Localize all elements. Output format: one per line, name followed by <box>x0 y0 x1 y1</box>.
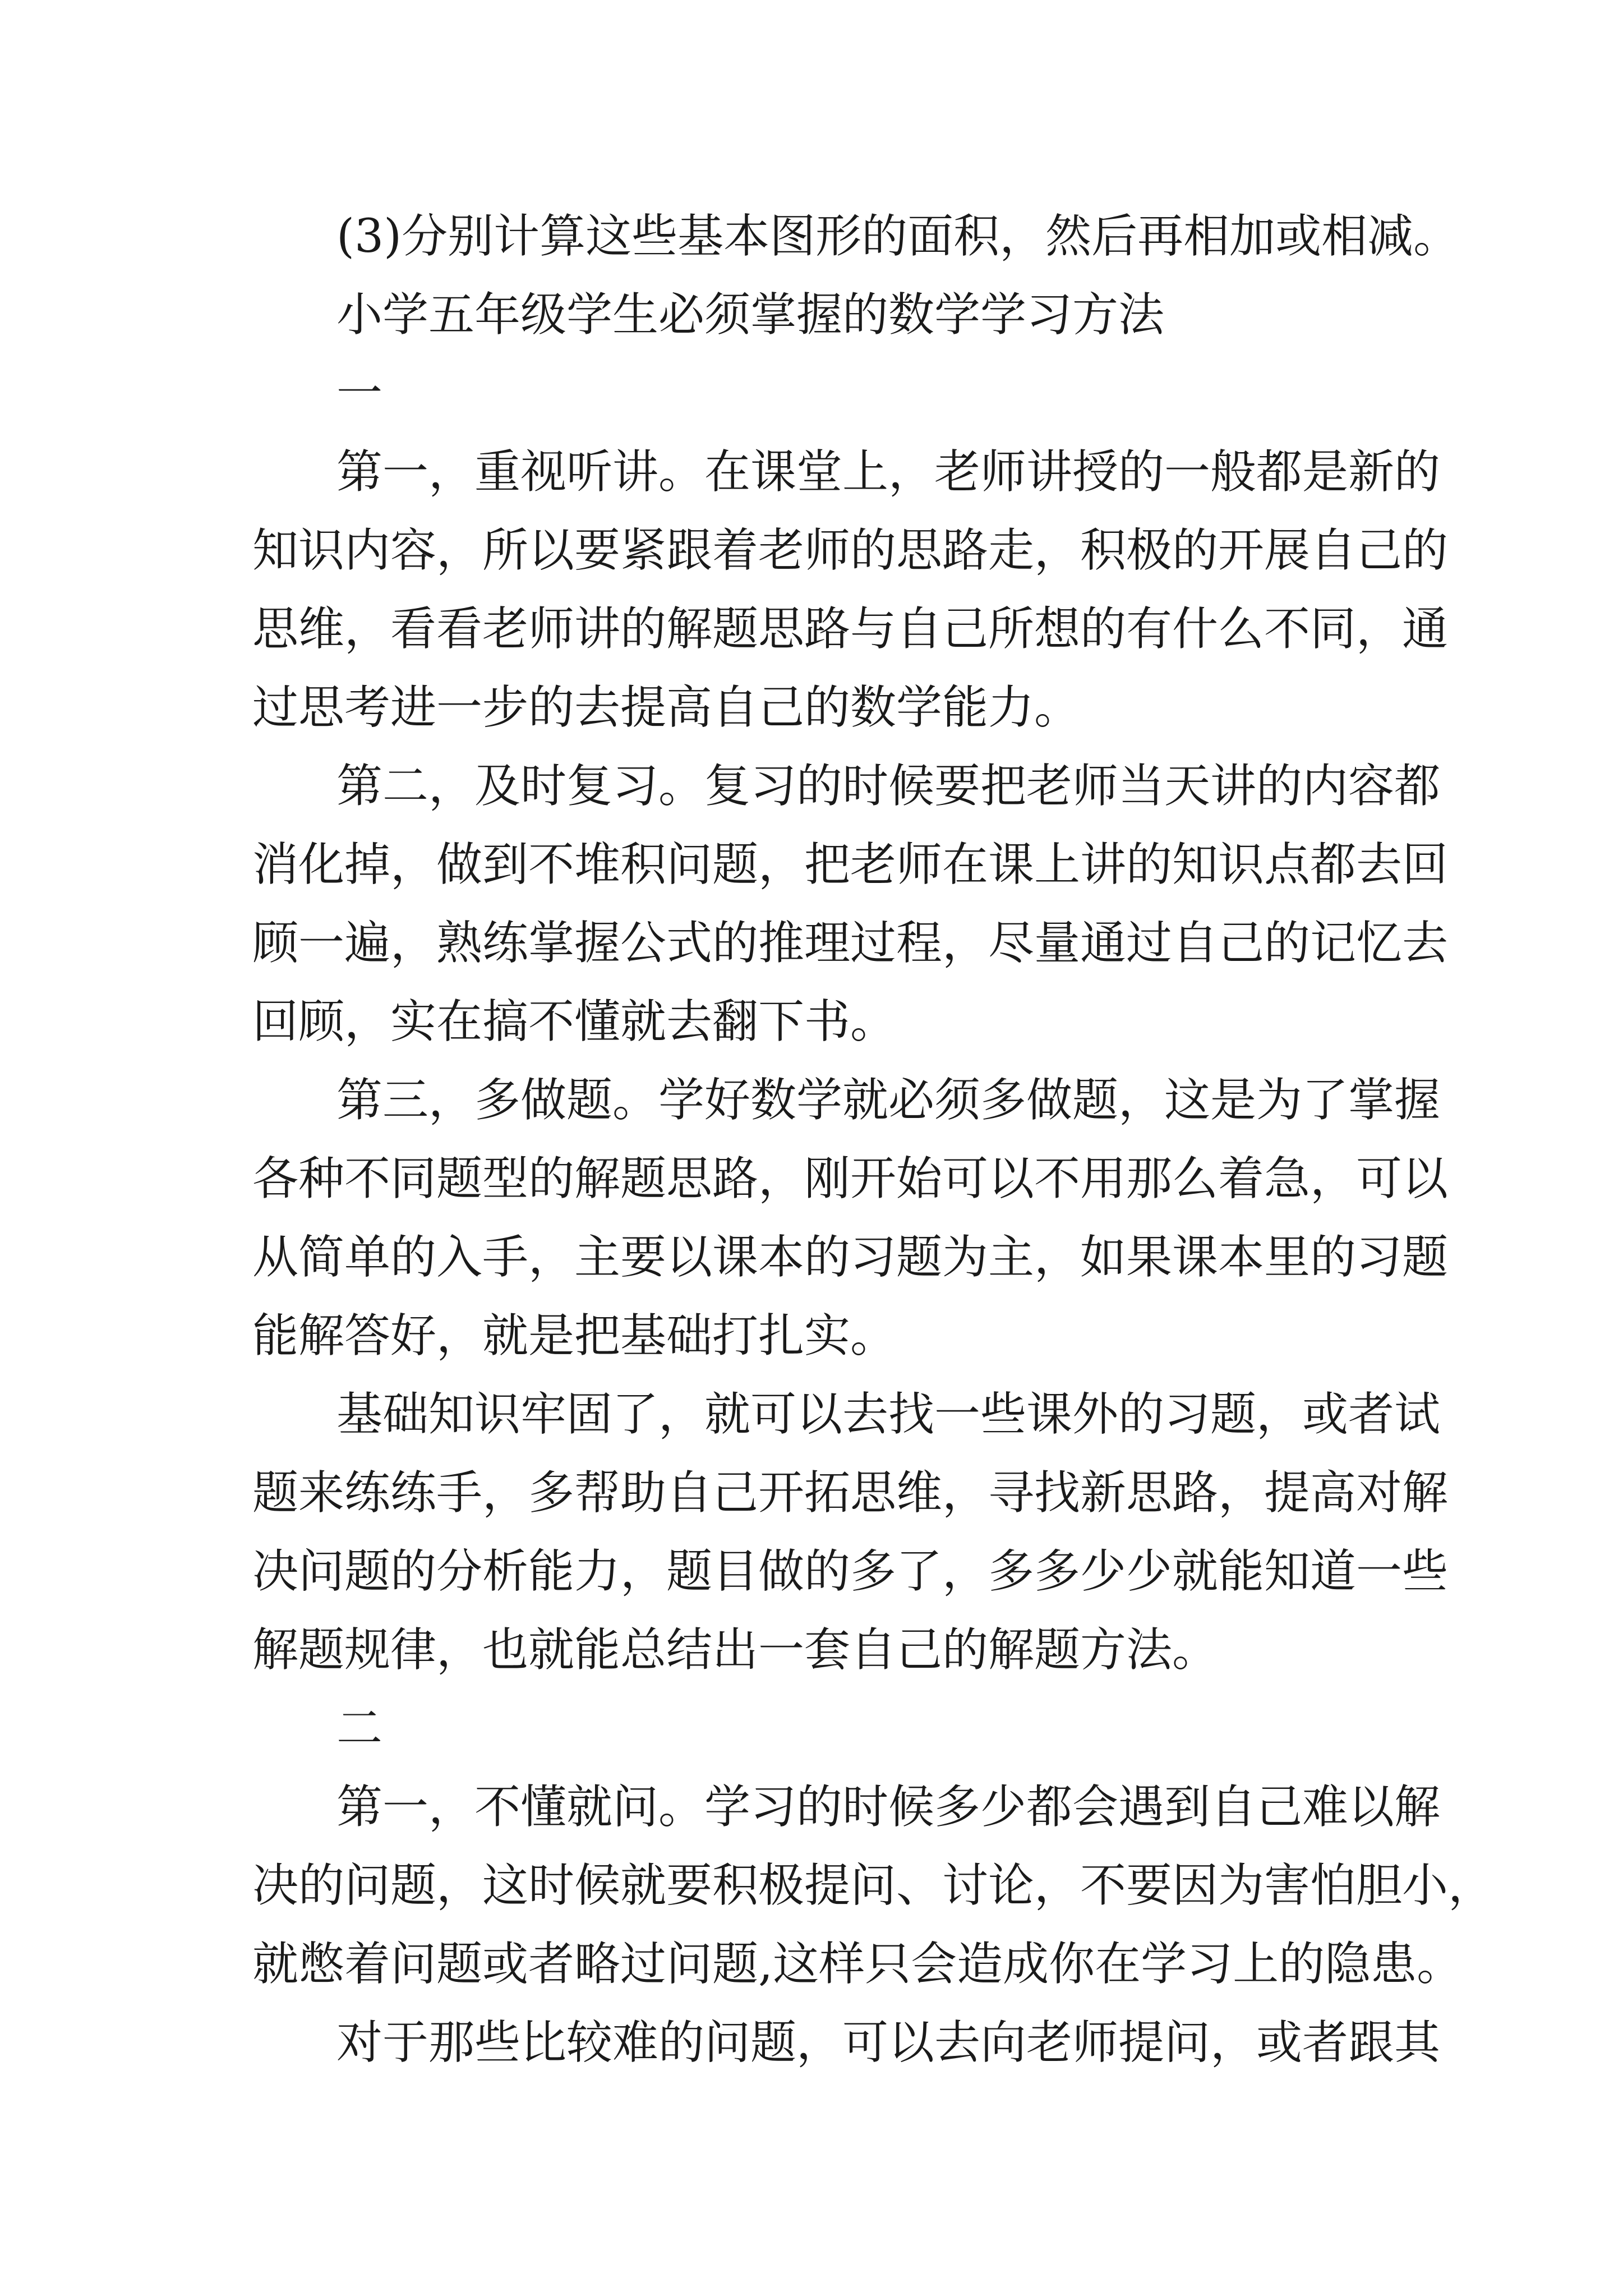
paragraph-line: 能解答好，就是把基础打扎实。 <box>252 1309 897 1363</box>
paragraph-line: 知识内容，所以要紧跟着老师的思路走，积极的开展自己的 <box>252 524 1449 577</box>
paragraph-line: 题来练练手，多帮助自己开拓思维，寻找新思路，提高对解 <box>252 1466 1449 1520</box>
paragraph-line: 第一，不懂就问。学习的时候多少都会遇到自己难以解 <box>336 1780 1441 1834</box>
section-title: 小学五年级学生必须掌握的数学学习方法 <box>336 288 1165 342</box>
text-line: (3)分别计算这些基本图形的面积，然后再相加或相减。 <box>336 210 1460 263</box>
paragraph-line: 对于那些比较难的问题，可以去向老师提问，或者跟其 <box>336 2016 1441 2069</box>
paragraph-line: 从简单的入手，主要以课本的习题为主，如果课本里的习题 <box>252 1231 1449 1284</box>
paragraph-line: 消化掉，做到不堆积问题，把老师在课上讲的知识点都去回 <box>252 838 1449 891</box>
paragraph-line: 第二，及时复习。复习的时候要把老师当天讲的内容都 <box>336 760 1441 813</box>
paragraph-line: 顾一遍，熟练掌握公式的推理过程，尽量通过自己的记忆去 <box>252 917 1449 970</box>
paragraph-line: 基础知识牢固了，就可以去找一些课外的习题，或者试 <box>336 1388 1441 1441</box>
paragraph-line: 第三，多做题。学好数学就必须多做题，这是为了掌握 <box>336 1074 1441 1127</box>
paragraph-line: 解题规律，也就能总结出一套自己的解题方法。 <box>252 1623 1219 1677</box>
paragraph-line: 就憋着问题或者略过问题,这样只会造成你在学习上的隐患。 <box>252 1938 1463 1991</box>
paragraph-line: 各种不同题型的解题思路，刚开始可以不用那么着急，可以 <box>252 1152 1449 1205</box>
paragraph-line: 决问题的分析能力，题目做的多了，多多少少就能知道一些 <box>252 1545 1449 1598</box>
paragraph-line: 过思考进一步的去提高自己的数学能力。 <box>252 681 1081 734</box>
paragraph-line: 思维，看看老师讲的解题思路与自己所想的有什么不同，通 <box>252 602 1449 656</box>
paragraph-line: 回顾，实在搞不懂就去翻下书。 <box>252 995 897 1048</box>
section-number: 二 <box>336 1702 383 1755</box>
paragraph-line: 第一，重视听讲。在课堂上，老师讲授的一般都是新的 <box>336 445 1441 499</box>
section-number: 一 <box>336 367 383 420</box>
paragraph-line: 决的问题，这时候就要积极提问、讨论，不要因为害怕胆小， <box>252 1859 1495 1912</box>
